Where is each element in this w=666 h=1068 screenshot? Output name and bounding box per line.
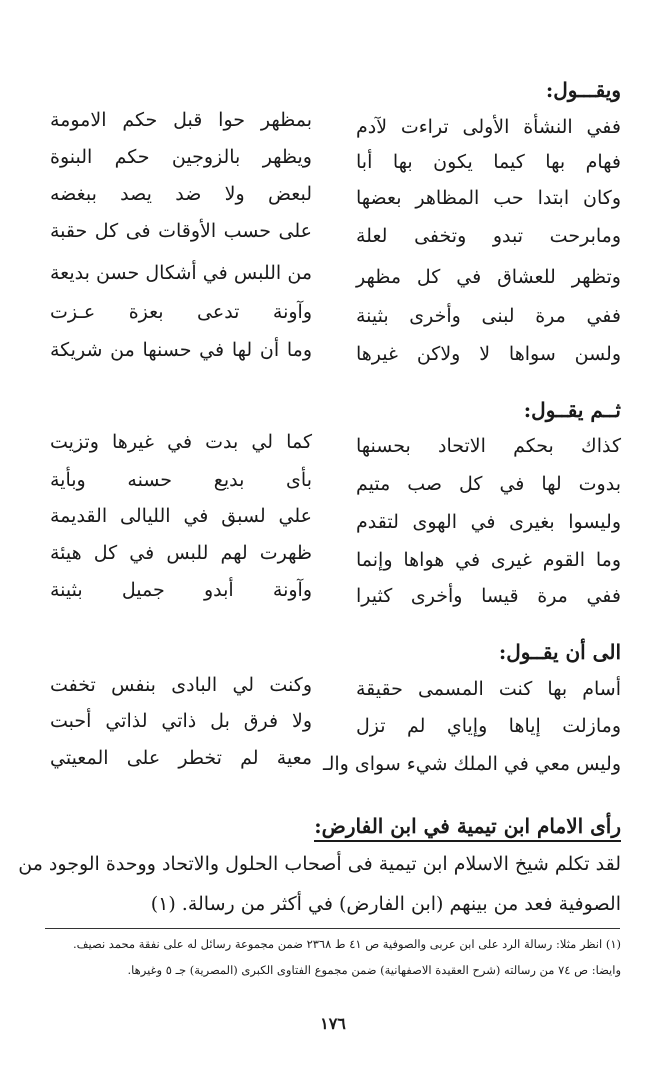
section-intro: ويقـــول: (545, 78, 621, 102)
section-intro: الى أن يقــول: (498, 640, 621, 664)
verse-right-line: وتظهر للعشاق في كل مظهر (356, 266, 621, 288)
section-heading: رأى الامام ابن تيمية في ابن الفارض: (314, 814, 621, 842)
footnote: (١) انظر مثلا: رسالة الرد على ابن عربى والصوفية ص ٤١ ط ٢٣٦٨ ضمن مجموعة رسائل له على نفقة محمد نصيف. (72, 937, 621, 951)
verse-left-line: معية لم تخطر على المعيتي (50, 747, 312, 769)
footnote: وايضا: ص ٧٤ من رسالته (شرح العقيدة الاصفهانية) ضمن مجموع الفتاوى الكبرى (المصرية) جـ ٥ وغيرها. (127, 963, 621, 977)
verse-left-line: وكنت لي البادى بنفس تخفت (50, 674, 312, 696)
verse-left-line: ظهرت لهم للبس في كل هيئة (50, 542, 312, 564)
verse-right-line: ففي مرة لبنى وأخرى بثينة (356, 305, 621, 327)
verse-right-line: وليسوا بغيرى في الهوى لتقدم (356, 511, 621, 533)
verse-right-line: ومابرحت تبدو وتخفى لعلة (356, 225, 621, 247)
verse-left-line: ولا فرق بل ذاتي لذاتي أحبت (50, 710, 312, 732)
prose-line: لقد تكلم شيخ الاسلام ابن تيمية فى أصحاب الحلول والاتحاد ووحدة الوجود من (18, 853, 621, 875)
verse-left-line: وما أن لها في حسنها من شريكة (50, 339, 312, 361)
verse-right-line: وما القوم غيرى في هواها وإنما (356, 549, 621, 571)
verse-right-line: وليس معي في الملك شيء سواى والـ (323, 753, 621, 775)
verse-right-line: ولسن سواها لا ولاكن غيرها (356, 343, 621, 365)
verse-left-line: ويظهر بالزوجين حكم البنوة (50, 146, 312, 168)
verse-right-line: وكان ابتدا حب المظاهر بعضها (356, 187, 621, 209)
verse-left-line: كما لي بدت في غيرها وتزيت (50, 431, 312, 453)
verse-left-line: على حسب الأوقات فى كل حقبة (50, 220, 312, 242)
prose-paragraph (18, 844, 621, 924)
verse-left-line: علي لسبق في الليالى القديمة (50, 505, 312, 527)
page-number: ١٧٦ (320, 1014, 346, 1033)
verse-right-line: فهام بها كيما يكون بها أبا (356, 151, 621, 173)
verse-left-line: بمظهر حوا قبل حكم الامومة (50, 109, 312, 131)
verse-right-line: ومازلت إياها وإياي لم تزل (356, 715, 621, 737)
verse-right-line: ففي النشأة الأولى تراءت لآدم (356, 116, 621, 138)
verse-right-line: ففي مرة قيسا وأخرى كثيرا (356, 585, 621, 607)
verse-left-line: وآونة أبدو جميل بثينة (50, 579, 312, 601)
verse-left-line: وآونة تدعى بعزة عـزت (50, 301, 312, 323)
verse-right-line: أسام بها كنت المسمى حقيقة (356, 678, 621, 700)
verse-left-line: لبعض ولا ضد يصد ببغضه (50, 183, 312, 205)
verse-right-line: بدوت لها في كل صب متيم (356, 473, 621, 495)
prose-line: الصوفية فعد من بينهم (ابن الفارض) في أكثر من رسالة. (١) (150, 893, 621, 915)
section-intro: ثــم يقــول: (523, 398, 621, 422)
verse-right-line: كذاك بحكم الاتحاد بحسنها (356, 435, 621, 457)
verse-left-line: من اللبس في أشكال حسن بديعة (50, 262, 312, 284)
verse-left-line: بأى بديع حسنه وبأية (50, 469, 312, 491)
footnote-divider (45, 928, 620, 929)
